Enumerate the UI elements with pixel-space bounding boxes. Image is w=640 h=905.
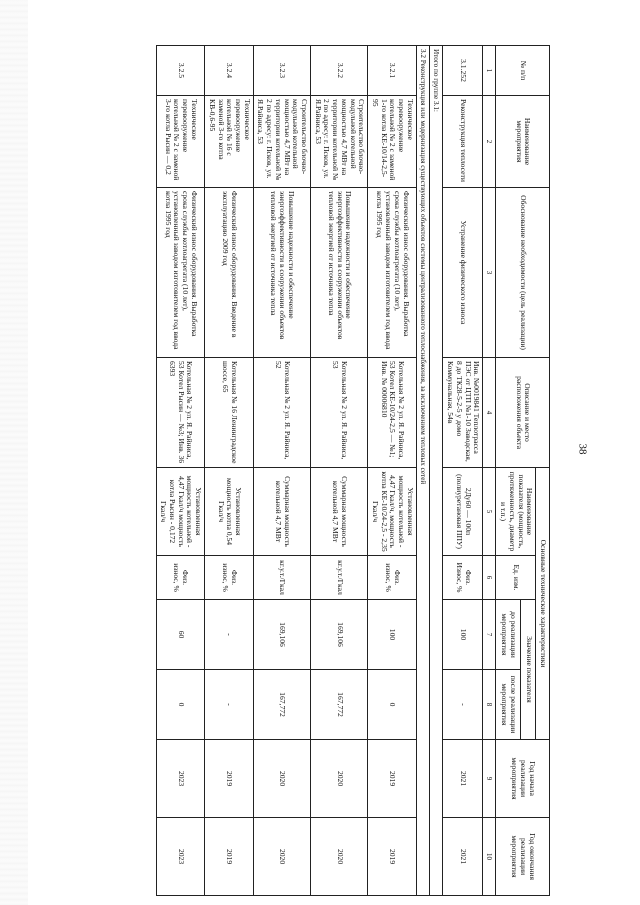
header-after: после реализации мероприятия [496, 670, 521, 740]
row-after: 0 [368, 670, 417, 740]
row-after: 167,772 [253, 670, 310, 740]
row-reason: Повышение надежности и обеспечение энергоэффективности в сооружении объектов тепловой энергией от источника тепла [311, 188, 368, 358]
row-start-year: 2019 [368, 740, 417, 818]
row-location: Котельная № 16 Ленинградское шоссе, 65 [205, 358, 254, 468]
row-reason: Физический износ оборудования. Введение в эксплуатацию 2009 год [205, 188, 254, 358]
row-num: 3.2.2 [311, 46, 368, 96]
row-unit: Физ. износ, % [368, 556, 417, 600]
col-number: 10 [483, 818, 496, 896]
row-reason: Повышение надежности и обеспечение энергоэффективности в сооружении объектов тепловой энергией от источника тепла [253, 188, 310, 358]
row-before: 169,106 [311, 600, 368, 670]
section-title-row [416, 46, 429, 896]
col-number: 3 [483, 188, 496, 358]
col-number: 8 [483, 670, 496, 740]
header-before: до реализации мероприятия [496, 600, 521, 670]
col-number: 6 [483, 556, 496, 600]
section-title: 3.2 Реконструкция или модернизация существующих объектов системы централизованного теплоснабжения, за исключением тепловых сетей [416, 46, 429, 896]
row-param: Суммарная мощность котельной 4,7 МВт [311, 468, 368, 556]
table-row [156, 46, 205, 896]
row-start-year: 2023 [156, 740, 205, 818]
row-after: 0 [156, 670, 205, 740]
row-num: 3.1.252 [443, 46, 483, 96]
row-start-year: 2020 [311, 740, 368, 818]
subtotal-label: Итого по группе 3.1: [430, 46, 443, 896]
row-reason: Физический износ оборудования. Выработка срока службы котлоагрегата (10 лет), установленный заводом изготовителем год ввода котла 1995 год [368, 188, 417, 358]
row-param: 2Ду60 — 100п (полиуретановая ППУ) [443, 468, 483, 556]
row-name: Реконструкция теплосети [443, 96, 483, 188]
row-unit: Физ. Износ, % [443, 556, 483, 600]
header-end-year: Год окончания реализации мероприятия [496, 818, 550, 896]
row-name: Техническое перевооружение котельной № 16 с заменой 3-го котла КВ-0,6-95 [205, 96, 254, 188]
header-name: Наименование мероприятия [496, 96, 550, 188]
row-location: Котельная № 2 ул. Я. Райниса, 53 Котел Рысин — №3; Инв. 36 6393 [156, 358, 205, 468]
row-name: Строительство блочно-модульной котельной мощностью 4,7 МВт на территории котельной № 2 по адресу: г. Псков, ул. Я.Райниса, 53 [253, 96, 310, 188]
row-end-year: 2019 [205, 818, 254, 896]
row-end-year: 2020 [253, 818, 310, 896]
header-unit: Ед. изм. [496, 556, 536, 600]
row-end-year: 2021 [443, 818, 483, 896]
row-name: Техническое перевооружение котельной № 2 с заменой 3-го котла Рысин — 0,2 [156, 96, 205, 188]
col-number: 4 [483, 358, 496, 468]
row-start-year: 2019 [205, 740, 254, 818]
header-location: Описание и место расположения объекта [496, 358, 550, 468]
col-number: 7 [483, 600, 496, 670]
column-number-row [483, 46, 496, 896]
rotated-table-holder [82, 45, 550, 895]
header-num: № п/п [496, 46, 550, 96]
header-group-title: Основные технические характеристики [536, 468, 550, 740]
table-row [253, 46, 310, 896]
col-number: 2 [483, 96, 496, 188]
row-param: Установленная мощность котла 0,54 Гкал/ч [205, 468, 254, 556]
row-end-year: 2023 [156, 818, 205, 896]
page-number: 38 [576, 443, 589, 455]
row-name: Строительство блочно-модульной котельной мощностью 4,7 МВт на территории котельной № 2 по адресу: г. Псков, ул. Я.Райниса, 53 [311, 96, 368, 188]
row-location: Котельная № 2 ул. Я. Райниса, 53 [311, 358, 368, 468]
row-after: - [443, 670, 483, 740]
row-param: Установленная мощность котельной - 4,47 Гкал/ч мощность котла Рысин - 0,172 Гкал/ч [156, 468, 205, 556]
col-number: 9 [483, 740, 496, 818]
table-row [368, 46, 417, 896]
activities-table [156, 45, 550, 896]
header-sub-group: Значение показателя [521, 600, 536, 740]
row-before: 60 [156, 600, 205, 670]
row-num: 3.2.4 [205, 46, 254, 96]
row-after: - [205, 670, 254, 740]
row-name: Техническое перевооружение котельной № 2 с заменой 1-го котла КЕ-10/14-2,5-95 [368, 96, 417, 188]
row-location: Инв. №0019841 Теплотрасса ПЭС от ЦТП №1-10 Заводская, 8 до ТК28-5-2-5 у домо Коммунальная, 54в [443, 358, 483, 468]
row-unit: кг.у.т./Гкал [311, 556, 368, 600]
row-end-year: 2019 [368, 818, 417, 896]
row-location: Котельная № 2 ул. Я. Райниса, 53 Котел КЕ-10/24-2,5 — №1; Инв. № 00006810 [368, 358, 417, 468]
col-number: 5 [483, 468, 496, 556]
table-row [311, 46, 368, 896]
row-param: Суммарная мощность котельной 4,7 МВт [253, 468, 310, 556]
row-before: 169,106 [253, 600, 310, 670]
subtotal-row [430, 46, 443, 896]
scan-edge-artifact [0, 0, 28, 905]
row-start-year: 2021 [443, 740, 483, 818]
header-start-year: Год начала реализации мероприятия [496, 740, 550, 818]
row-unit: Физ. износ, % [205, 556, 254, 600]
table-row [205, 46, 254, 896]
row-num: 3.2.1 [368, 46, 417, 96]
table-row [443, 46, 483, 896]
col-number: 1 [483, 46, 496, 96]
row-before: 100 [443, 600, 483, 670]
header-reason: Обоснование необходимости (цель реализации) [496, 188, 550, 358]
row-end-year: 2020 [311, 818, 368, 896]
row-start-year: 2020 [253, 740, 310, 818]
row-reason: Устранение физического износа [443, 188, 483, 358]
row-param: Установленная мощность котельной - 4,47 Гкал/ч, мощность котла КЕ-10/24-2,5 - 2,35 Гкал/ч [368, 468, 417, 556]
row-after: 167,772 [311, 670, 368, 740]
header-param: Наименование показателя (мощность, протяженность, диаметр и т.п.) [496, 468, 536, 556]
row-unit: Физ. износ, % [156, 556, 205, 600]
row-unit: кг.у.т./Гкал [253, 556, 310, 600]
row-num: 3.2.5 [156, 46, 205, 96]
row-reason: Физический износ оборудования. Выработка срока службы котлоагрегата (10 лет), установленный заводом изготовителем год ввода котла 1995 год [156, 188, 205, 358]
row-before: - [205, 600, 254, 670]
header-row-1 [536, 46, 550, 896]
row-before: 100 [368, 600, 417, 670]
row-location: Котельная № 2 ул. Я. Райниса, 52 [253, 358, 310, 468]
row-num: 3.2.3 [253, 46, 310, 96]
